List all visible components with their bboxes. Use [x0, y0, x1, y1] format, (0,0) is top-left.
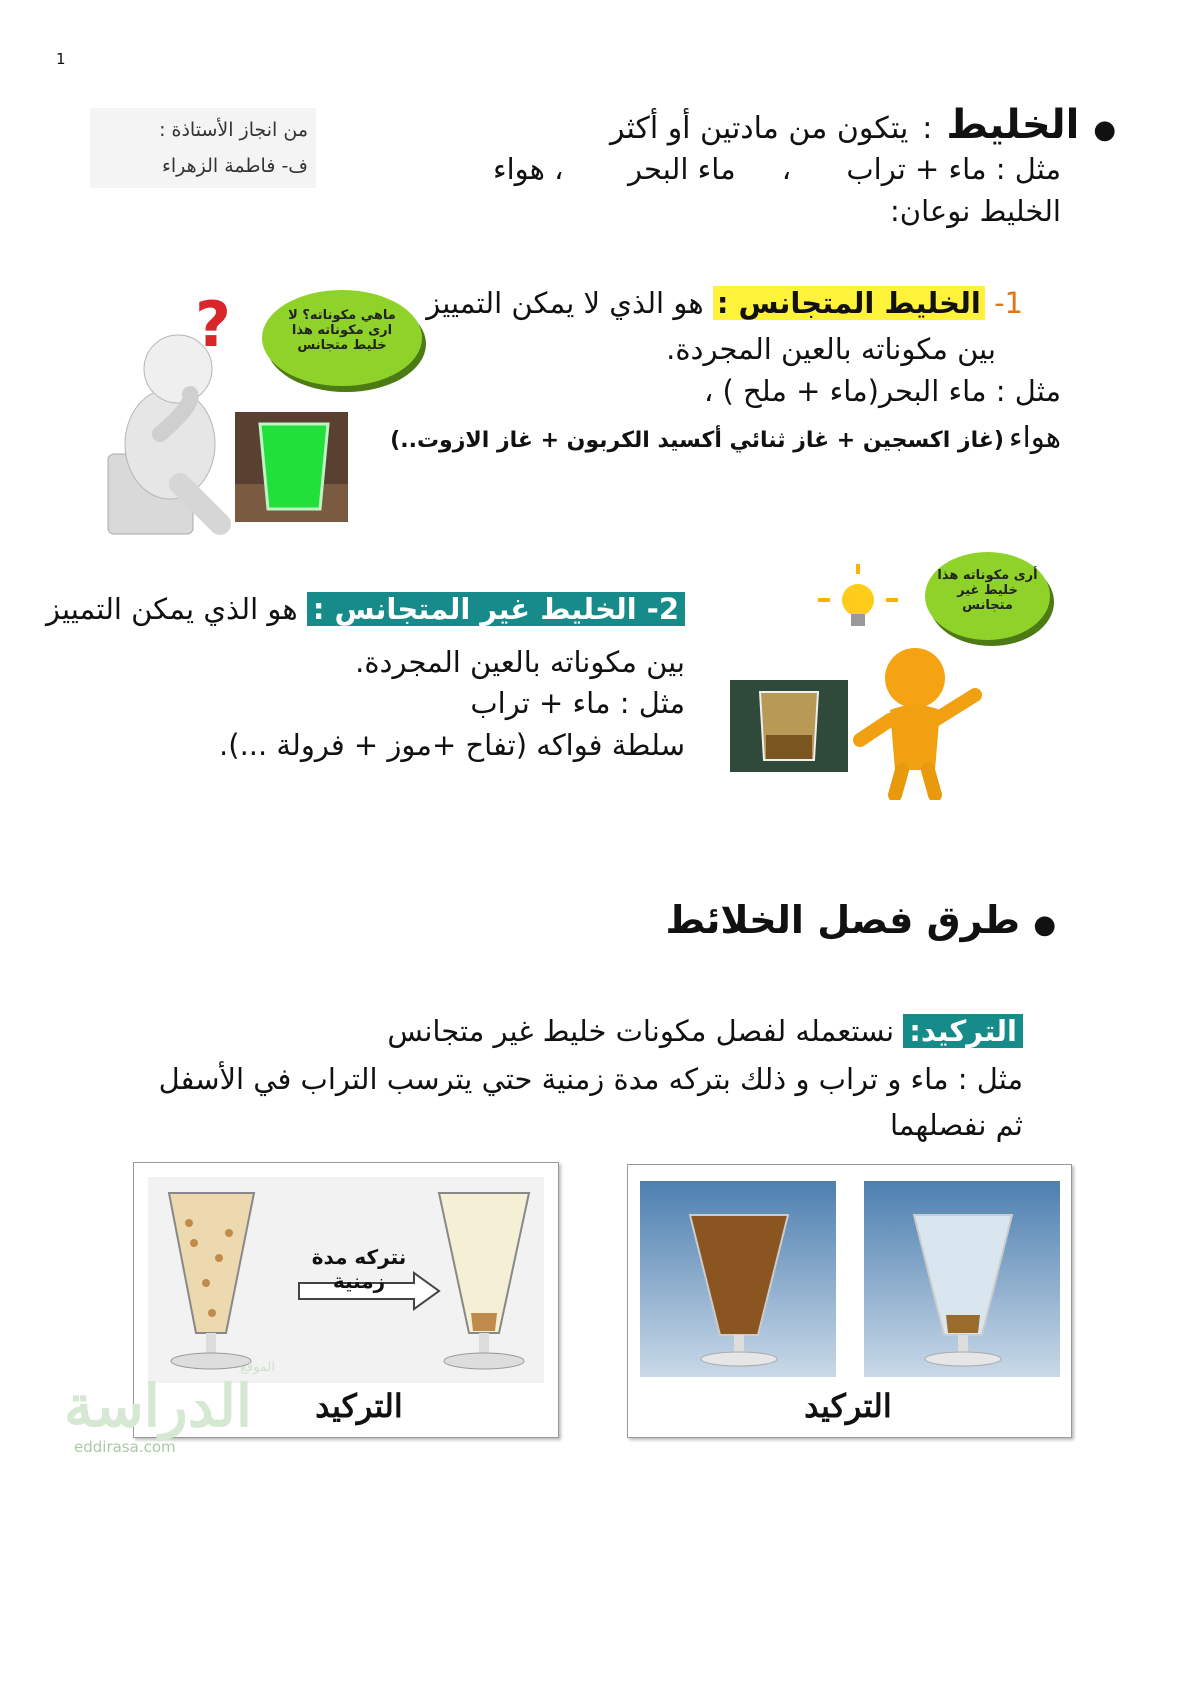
mixture-types: الخليط نوعان:: [890, 194, 1061, 228]
homogeneous-def-line-2: بين مكوناته بالعين المجردة.: [666, 332, 996, 366]
thought-bubble-heterogeneous: [925, 552, 1050, 640]
homogeneous-example-2: [390, 420, 1061, 454]
air-components: (غاز اكسجين + غاز ثنائي أكسيد الكربون + غاز الازوت..): [390, 428, 1004, 453]
mixture-example: مثل : ماء + تراب ، ماء البحر ، هواء: [492, 152, 1061, 186]
bullet-icon: ●: [1033, 910, 1056, 940]
mixture-title: الخليط: [946, 102, 1080, 148]
sedimentation-example-1: مثل : ماء و تراب و ذلك بتركه مدة زمنية حتي يترسب التراب في الأسفل: [158, 1062, 1023, 1096]
heterogeneous-example-2: سلطة فواكه (تفاح +موز + فرولة ...).: [219, 728, 685, 762]
sedimentation-definition: نستعمله لفصل مكونات خليط غير متجانس: [387, 1014, 895, 1048]
mixture-definition: يتكون من مادتين أو أكثر: [609, 111, 909, 146]
watermark-url: eddirasa.com: [74, 1438, 176, 1456]
thought-bubble-homogeneous: [262, 290, 422, 386]
heterogeneous-heading: [46, 592, 685, 626]
homogeneous-title: الخليط المتجانس :: [713, 286, 985, 320]
heterogeneous-def-line-2: بين مكوناته بالعين المجردة.: [355, 645, 685, 679]
heterogeneous-def-line-1: هو الذي يمكن التمييز: [46, 592, 298, 626]
heterogeneous-example-1: مثل : ماء + تراب: [470, 686, 685, 720]
bubble-text-heterogeneous: أرى مكوناته هذا خليط غير متجانس: [937, 568, 1038, 613]
air-word: هواء: [1009, 420, 1061, 454]
page-number: 1: [56, 50, 66, 68]
bubble-text-homogeneous: ماهي مكوناته؟ لا ارى مكوناته هذا خليط متجانس: [288, 308, 396, 353]
watermark-brand-small: الموقع: [240, 1360, 275, 1375]
question-mark-icon: ?: [195, 288, 231, 361]
heterogeneous-title: 2- الخليط غير المتجانس :: [307, 592, 685, 626]
homogeneous-heading: [426, 286, 1023, 320]
watermark-logo: [64, 1372, 252, 1440]
left-figure-caption: التركيد: [315, 1387, 403, 1425]
credit-line-1: من انجاز الأستاذة :: [159, 119, 308, 141]
bullet-icon: ●: [1093, 115, 1116, 145]
sedimentation-label: التركيد:: [903, 1014, 1023, 1048]
credit-line-2: ف- فاطمة الزهراء: [161, 155, 308, 177]
separation-heading: [665, 898, 1056, 942]
watermark-brand: الدراسة: [64, 1372, 253, 1440]
mixture-heading: [610, 102, 1116, 148]
homogeneous-example-1: مثل : ماء البحر(ماء + ملح ) ،: [703, 374, 1061, 408]
sedimentation-example-2: ثم نفصلهما: [889, 1108, 1023, 1142]
author-credit: [90, 108, 316, 188]
homogeneous-def-line-1: هو الذي لا يمكن التمييز: [426, 286, 704, 320]
arrow-label: نتركه مدة زمنية: [311, 1245, 407, 1293]
title-separator: :: [922, 111, 933, 146]
sedimentation-photo-right: [627, 1164, 1072, 1438]
right-figure-caption: التركيد: [804, 1387, 892, 1425]
sedimentation-heading: [387, 1014, 1023, 1048]
homogeneous-number: 1-: [994, 286, 1023, 320]
separation-title: طرق فصل الخلائط: [665, 898, 1021, 942]
